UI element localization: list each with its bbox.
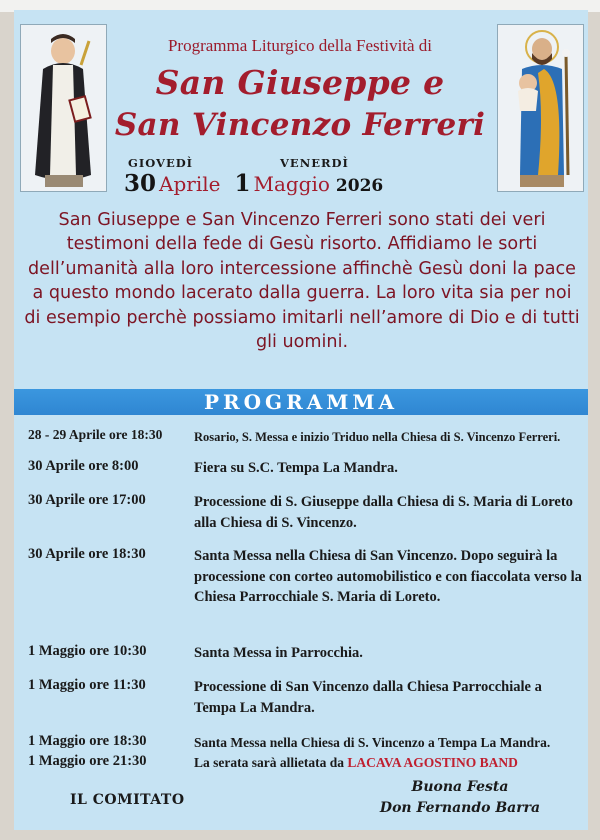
day2-number: 1 — [234, 170, 251, 197]
festivity-subtitle: Programma Liturgico della Festività di — [167, 36, 433, 55]
committee-signature: IL COMITATO — [70, 792, 185, 808]
san-giuseppe-statue-image — [497, 24, 584, 192]
festivity-dates — [124, 170, 383, 197]
priest-signature: Don Fernando Barra — [379, 800, 541, 816]
san-vincenzo-statue-image — [20, 24, 107, 192]
program-when: 30 Aprile ore 18:30 — [28, 546, 146, 562]
day2-label: VENERDÌ — [280, 156, 349, 170]
program-when: 1 Maggio ore 10:30 — [28, 643, 147, 659]
program-what: Santa Messa nella Chiesa di S. Vincenzo a Tempa La Mandra. — [194, 735, 551, 750]
program-what: Santa Messa nella Chiesa di San Vincenzo. Dopo seguirà la processione con corteo automobilistico e con fiaccolata verso la Chiesa Parrocchiale S. Maria di Loreto. — [194, 548, 582, 605]
greeting: Buona Festa — [411, 779, 509, 795]
band-name: LACAVA AGOSTINO BAND — [347, 755, 518, 770]
title-san-vincenzo: San Vincenzo Ferreri — [114, 107, 486, 143]
program-when: 1 Maggio ore 21:30 — [28, 753, 147, 769]
program-what: Fiera su S.C. Tempa La Mandra. — [194, 460, 398, 476]
program-when: 1 Maggio ore 11:30 — [28, 677, 146, 693]
program-heading: PROGRAMMA — [203, 390, 399, 414]
program-when: 28 - 29 Aprile ore 18:30 — [28, 427, 163, 442]
program-what: Rosario, S. Messa e inizio Triduo nella Chiesa di S. Vincenzo Ferreri. — [194, 430, 561, 444]
program-when: 30 Aprile ore 8:00 — [28, 458, 139, 474]
program-when: 30 Aprile ore 17:00 — [28, 492, 146, 508]
day2-month: Maggio — [253, 172, 330, 196]
program-when: 1 Maggio ore 18:30 — [28, 733, 147, 749]
intro-paragraph: San Giuseppe e San Vincenzo Ferreri sono stati dei veri testimoni della fede di Gesù risorto. Affidiamo le sorti dell’umanità alla loro intercessione affinchè Gesù doni la pace a questo mondo lacerato dalla guerra. La loro vita sia per noi di esempio perchè possiamo imitarli nell’amore di Dio e di tutti gli uomini. — [24, 210, 580, 353]
program-heading-bar — [14, 389, 588, 415]
day1-month: Aprile — [159, 172, 221, 196]
program-what: Processione di S. Giuseppe dalla Chiesa di S. Maria di Loreto alla Chiesa di S. Vincenzo. — [194, 494, 573, 531]
program-what — [194, 753, 586, 774]
day1-number: 30 — [124, 170, 157, 197]
year: 2026 — [335, 176, 384, 196]
program-what: Processione di San Vincenzo dalla Chiesa Parrocchiale a Tempa La Mandra. — [194, 679, 542, 716]
title-san-giuseppe: San Giuseppe e — [155, 63, 445, 102]
program-what: Santa Messa in Parrocchia. — [194, 645, 363, 661]
day1-label: GIOVEDÌ — [128, 156, 194, 170]
program-what-text: La serata sarà allietata da — [194, 755, 348, 770]
